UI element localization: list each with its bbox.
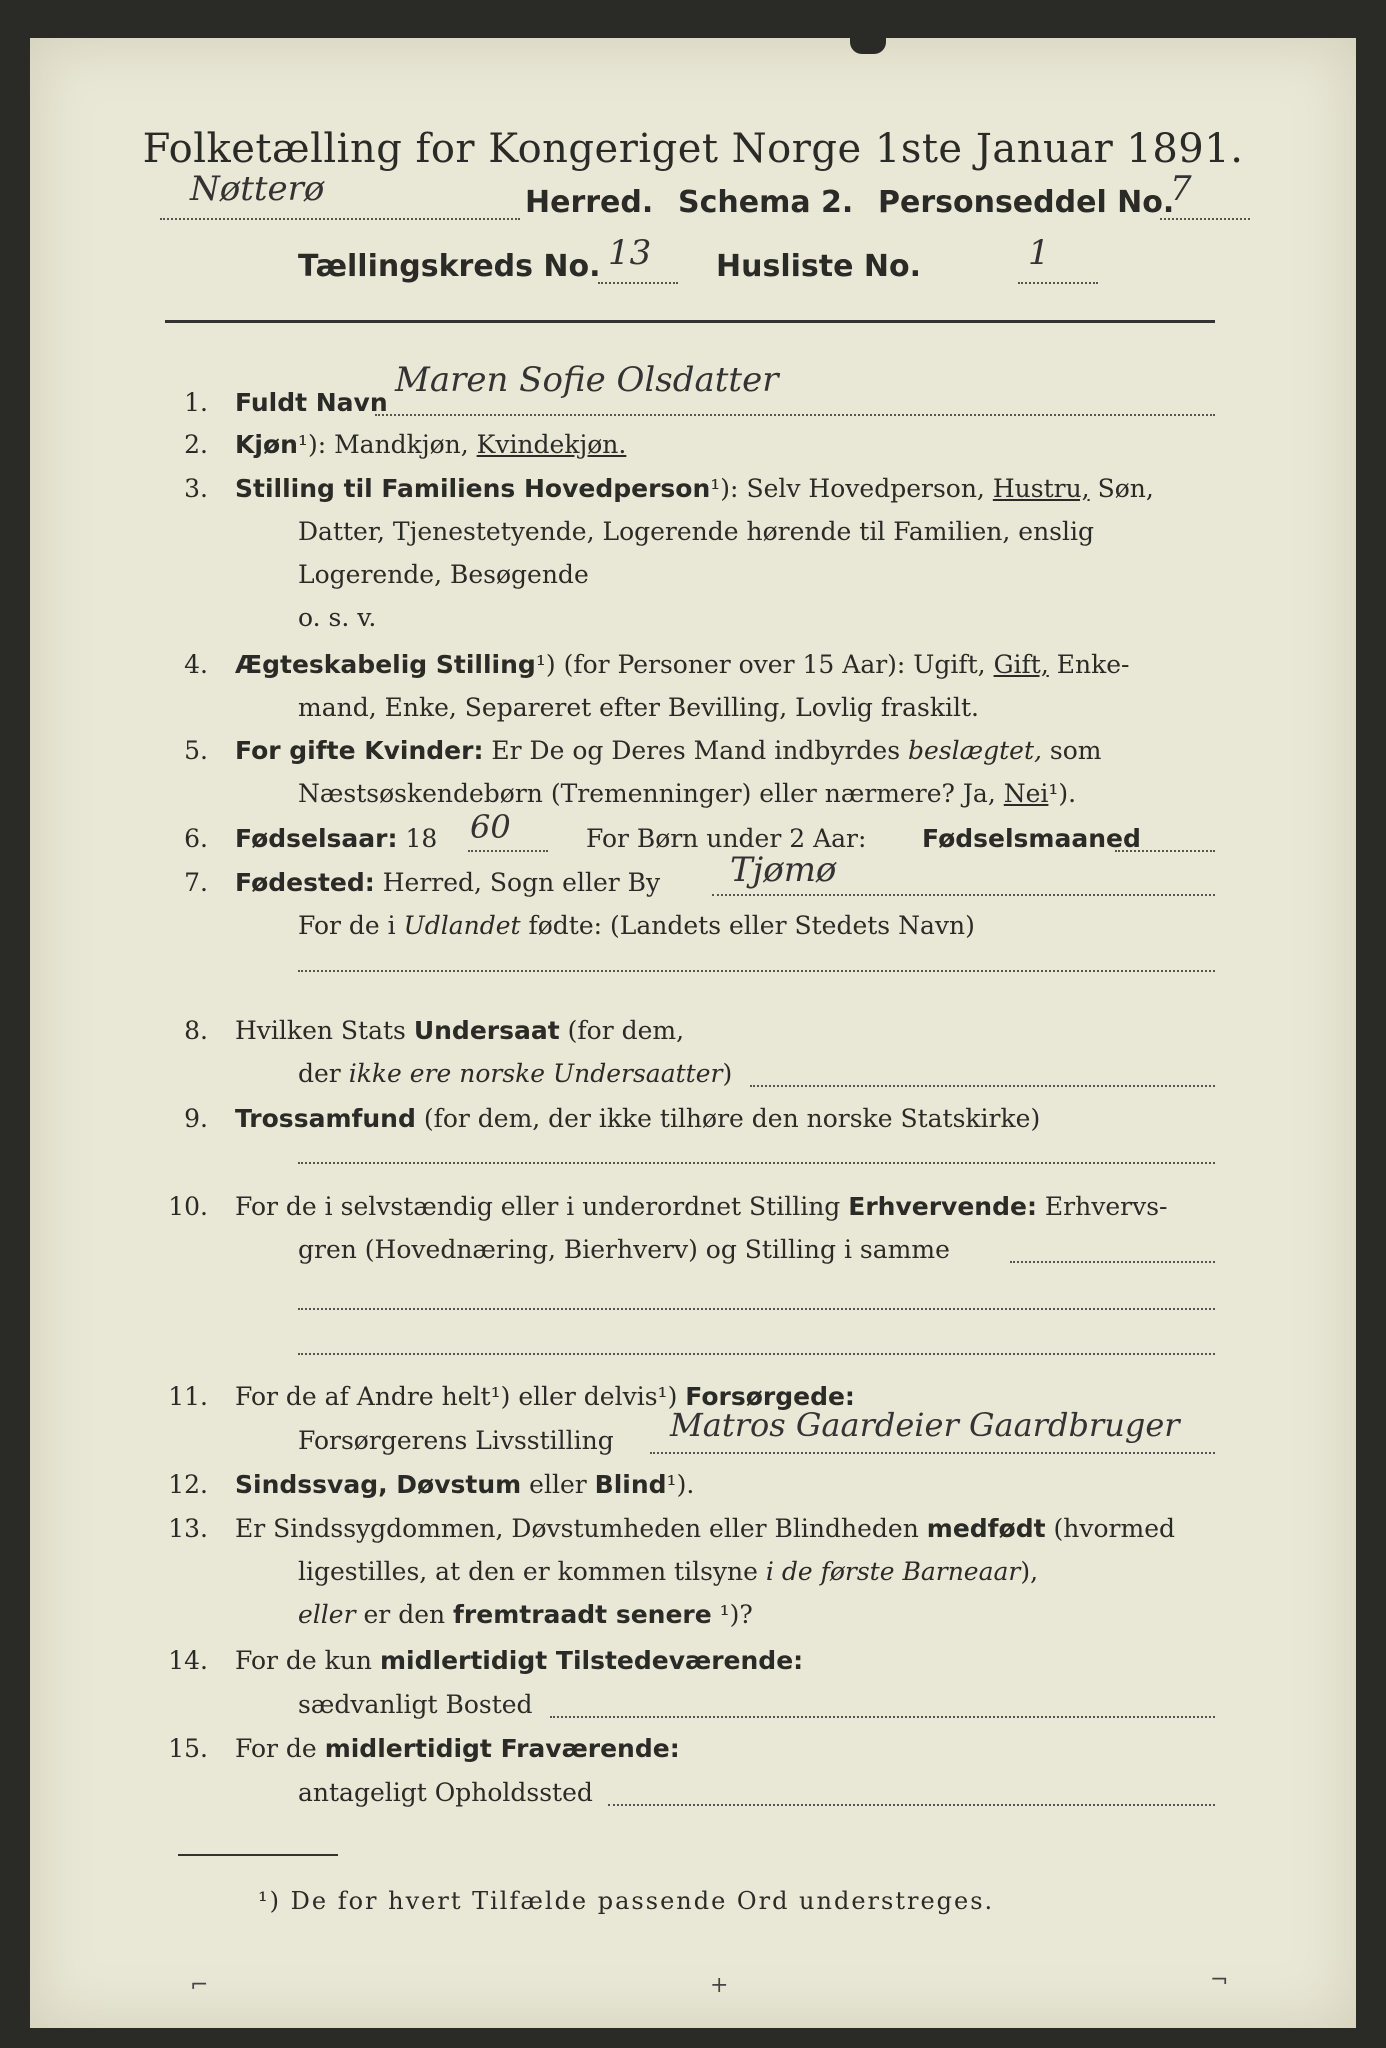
q7-abroad: Udlandet xyxy=(403,911,521,940)
husliste-label: Husliste No. xyxy=(716,249,921,284)
q15-temporary-absent: midlertidigt Fraværende: xyxy=(324,1734,680,1763)
kreds-value: 13 xyxy=(608,233,652,273)
q5-line1 xyxy=(235,736,1102,766)
q7-label: Fødested: xyxy=(235,868,375,897)
q10-line1-c: Erhvervs- xyxy=(1044,1192,1168,1221)
q4-option-married-underlined: Gift, xyxy=(993,650,1049,679)
q8-line1-a: Hvilken Stats xyxy=(235,1016,406,1045)
q2-number: 2. xyxy=(184,430,208,459)
q8-line2-a: der xyxy=(298,1059,341,1088)
q11-occupation-handwritten: Matros Gaardeier Gaardbruger xyxy=(670,1406,1180,1444)
paper-tear xyxy=(850,32,886,54)
q14-dotted-line xyxy=(550,1716,1215,1718)
personseddel-dotted-line xyxy=(1160,218,1250,220)
q11-line2: Forsørgerens Livsstilling xyxy=(298,1426,614,1455)
q13-or: eller xyxy=(298,1600,356,1629)
herred-value: Nøtterø xyxy=(190,169,325,209)
schema-label: Schema 2. xyxy=(678,185,854,220)
form-title: Folketælling for Kongeriget Norge 1ste Januar 1891. xyxy=(142,126,1244,172)
q13-line2-a: ligestilles, at den er kommen tilsyne xyxy=(298,1557,758,1586)
q3-label: Stilling til Familiens Hovedperson xyxy=(235,474,711,503)
q6-month-label: Fødselsmaaned xyxy=(922,824,1141,853)
q6-month-dotted-line xyxy=(1115,850,1215,852)
q1-value-handwritten: Maren Sofie Olsdatter xyxy=(395,360,779,400)
q12-line xyxy=(235,1470,694,1500)
footnote-rule xyxy=(178,1854,338,1856)
q8-not-norwegian: ikke ere norske Undersaatter xyxy=(348,1059,723,1088)
q13-line1-c: (hvormed xyxy=(1053,1514,1176,1543)
corner-mark-center: + xyxy=(710,1973,729,1998)
q3-number: 3. xyxy=(184,474,208,503)
q5-som: som xyxy=(1049,736,1102,765)
q6-year-dotted-line xyxy=(468,850,548,852)
q10-line2: gren (Hovednæring, Bierhverv) og Stilling i samme xyxy=(298,1235,950,1264)
q7-line2 xyxy=(298,911,975,941)
q9-number: 9. xyxy=(184,1104,208,1133)
q13-later: fremtraadt senere xyxy=(453,1600,712,1629)
q3-line1 xyxy=(235,474,1154,504)
q8-dotted-line xyxy=(750,1085,1215,1087)
q10-dotted-line-2 xyxy=(298,1308,1215,1310)
q15-line1 xyxy=(235,1734,680,1764)
husliste-dotted-line xyxy=(1018,282,1098,284)
q3-option-wife-underlined: Hustru, xyxy=(992,474,1090,503)
q2-label: Kjøn xyxy=(235,430,298,459)
q5-line2 xyxy=(298,779,1076,809)
q14-number: 14. xyxy=(168,1646,208,1675)
herred-label: Herred. xyxy=(525,185,654,220)
q13-number: 13. xyxy=(168,1514,208,1543)
q6-prefix: 18 xyxy=(405,824,438,853)
q11-dotted-line xyxy=(650,1452,1215,1454)
census-form-page xyxy=(30,38,1356,2028)
q4-label: Ægteskabelig Stilling xyxy=(235,650,536,679)
q7-text: Herred, Sogn eller By xyxy=(382,868,661,897)
q13-line3-b: er den xyxy=(363,1600,446,1629)
q5-line2-sup: ¹). xyxy=(1048,779,1077,808)
q1-dotted-line xyxy=(375,414,1215,416)
q12-blind: Blind xyxy=(594,1470,667,1499)
q13-line1-a: Er Sindssygdommen, Døvstumheden eller Blindheden xyxy=(235,1514,919,1543)
q4-sup: ¹) xyxy=(535,650,556,679)
personseddel-value: 7 xyxy=(1170,169,1192,209)
q15-line1-a: For de xyxy=(235,1734,317,1763)
q11-line1-a: For de af Andre helt xyxy=(235,1382,491,1411)
q11-sup2: ¹) xyxy=(657,1382,678,1411)
q10-earning: Erhvervende: xyxy=(848,1192,1037,1221)
corner-mark-left: ⌐ xyxy=(190,1973,209,1998)
q10-number: 10. xyxy=(168,1192,208,1221)
q5-number: 5. xyxy=(184,736,208,765)
q7-line1 xyxy=(235,868,660,898)
q1-number: 1. xyxy=(184,388,208,417)
kreds-dotted-line xyxy=(598,282,678,284)
q3-line3: Logerende, Besøgende xyxy=(298,560,589,589)
q11-number: 11. xyxy=(168,1382,208,1411)
q7-blank-dotted-line xyxy=(298,970,1215,972)
q12-number: 12. xyxy=(168,1470,208,1499)
q6-year-handwritten: 60 xyxy=(470,808,511,846)
q14-line1-a: For de kun xyxy=(235,1646,373,1675)
q13-line3-d: ¹)? xyxy=(719,1600,753,1629)
q11-supported: Forsørgede: xyxy=(685,1382,855,1411)
q10-dotted-line-3 xyxy=(298,1353,1215,1355)
personseddel-label: Personseddel No. xyxy=(878,185,1175,220)
header-rule xyxy=(165,320,1215,323)
q13-line2-c: ), xyxy=(1020,1557,1039,1586)
q15-number: 15. xyxy=(168,1734,208,1763)
q2-option-male: Mandkjøn, xyxy=(334,430,469,459)
q12-sup: ¹). xyxy=(666,1470,695,1499)
q5-text: Er De og Deres Mand indbyrdes xyxy=(491,736,901,765)
q8-line2-c: ) xyxy=(722,1059,733,1088)
footnote: ¹) De for hvert Tilfælde passende Ord understreges. xyxy=(258,1887,995,1915)
q5-option-no-underlined: Nei xyxy=(1003,779,1049,808)
q9-text: (for dem, der ikke tilhøre den norske Statskirke) xyxy=(423,1104,1041,1133)
q7-dotted-line xyxy=(712,894,1215,896)
q7-line2-c: fødte: (Landets eller Stedets Navn) xyxy=(528,911,975,940)
q3-option-son: Søn, xyxy=(1097,474,1154,503)
q4-line2: mand, Enke, Separeret efter Bevilling, Lovlig fraskilt. xyxy=(298,693,979,722)
q6-number: 6. xyxy=(184,824,208,853)
q8-line1-c: (for dem, xyxy=(567,1016,685,1045)
q8-number: 8. xyxy=(184,1016,208,1045)
q5-line2-text: Næstsøskendebørn (Tremenninger) eller nærmere? Ja, xyxy=(298,779,996,808)
q14-line1 xyxy=(235,1646,803,1676)
q13-line1 xyxy=(235,1514,1175,1544)
q2-line xyxy=(235,430,626,460)
herred-dotted-line xyxy=(160,218,520,220)
q6-label: Fødselsaar: xyxy=(235,824,398,853)
q6-line xyxy=(235,824,437,854)
q7-line2-a: For de i xyxy=(298,911,396,940)
q2-option-female-underlined: Kvindekjøn. xyxy=(476,430,627,459)
q13-congenital: medfødt xyxy=(926,1514,1046,1543)
q13-line2 xyxy=(298,1557,1038,1587)
q6-child-text: For Børn under 2 Aar: xyxy=(586,824,867,853)
q5-related: beslægtet, xyxy=(908,736,1042,765)
q14-line2: sædvanligt Bosted xyxy=(298,1690,533,1719)
q10-dotted-line-1 xyxy=(1010,1261,1215,1263)
q9-dotted-line xyxy=(298,1162,1215,1164)
q12-mid: eller xyxy=(529,1470,587,1499)
q11-line1-b: eller delvis xyxy=(518,1382,658,1411)
q7-number: 7. xyxy=(184,868,208,897)
q4-option-widower: Enke- xyxy=(1056,650,1130,679)
q4-text: (for Personer over 15 Aar): Ugift, xyxy=(563,650,986,679)
q8-line2 xyxy=(298,1059,732,1089)
q3-line4: o. s. v. xyxy=(298,603,377,632)
q10-line1 xyxy=(235,1192,1167,1222)
q12-label: Sindssvag, Døvstum xyxy=(235,1470,522,1499)
q3-sup: ¹): xyxy=(710,474,739,503)
q14-temporary-present: midlertidigt Tilstedeværende: xyxy=(379,1646,804,1675)
q10-line1-a: For de i selvstændig eller i underordnet Stilling xyxy=(235,1192,841,1221)
q3-option-self: Selv Hovedperson, xyxy=(746,474,985,503)
corner-mark-right: ¬ xyxy=(1210,1968,1229,1993)
q1-label: Fuldt Navn xyxy=(235,388,388,417)
q2-sup: ¹): xyxy=(297,430,327,459)
q9-label: Trossamfund xyxy=(235,1104,416,1133)
husliste-value: 1 xyxy=(1028,233,1050,273)
q11-sup1: ¹) xyxy=(490,1382,511,1411)
q15-dotted-line xyxy=(608,1804,1215,1806)
q4-line1 xyxy=(235,650,1129,680)
q7-place-handwritten: Tjømø xyxy=(730,850,837,890)
q5-label: For gifte Kvinder: xyxy=(235,736,484,765)
q8-subject: Undersaat xyxy=(413,1016,560,1045)
q8-line1 xyxy=(235,1016,684,1046)
q4-number: 4. xyxy=(184,650,208,679)
q9-line xyxy=(235,1104,1040,1134)
q3-line2: Datter, Tjenestetyende, Logerende hørende til Familien, enslig xyxy=(298,517,1095,546)
kreds-label: Tællingskreds No. xyxy=(298,249,601,284)
q15-line2: antageligt Opholdssted xyxy=(298,1778,593,1807)
q13-childhood: i de første Barneaar xyxy=(765,1557,1021,1586)
q13-line3 xyxy=(298,1600,753,1630)
